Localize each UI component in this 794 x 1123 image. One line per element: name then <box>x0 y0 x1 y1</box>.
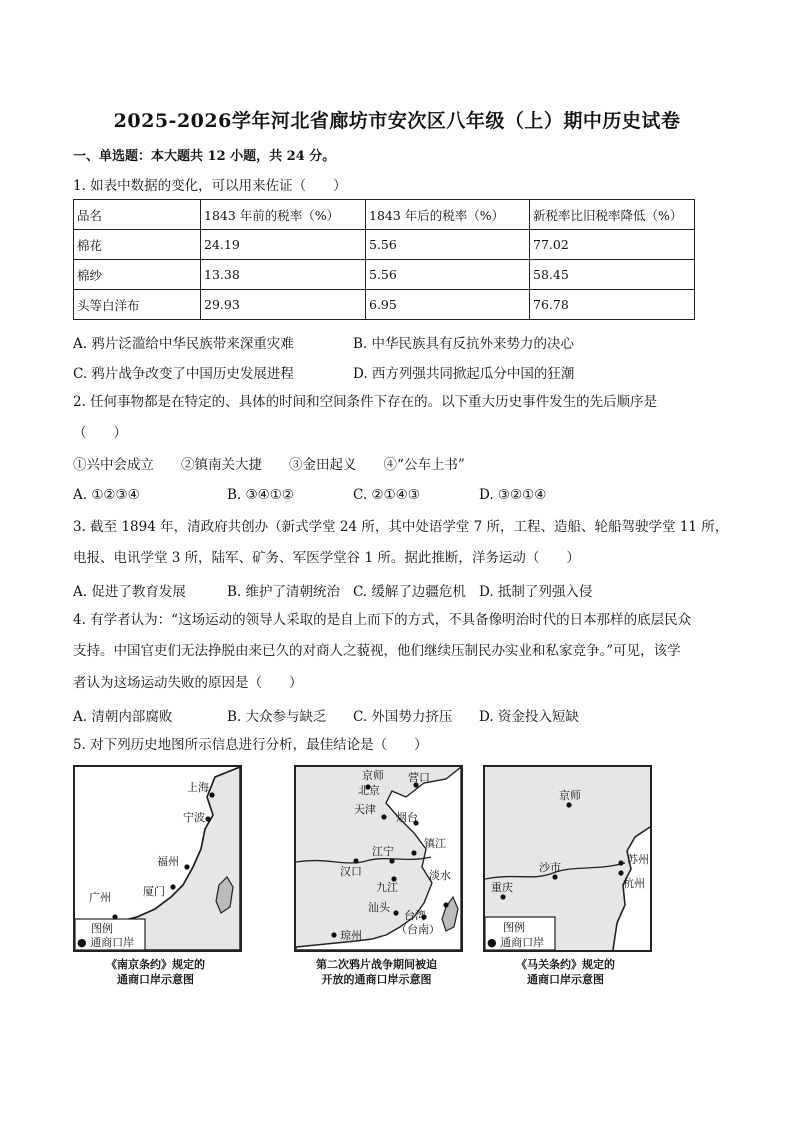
map-label: 宁波 <box>183 811 205 824</box>
table-cell: 77.02 <box>530 230 695 260</box>
q4-option-b[interactable]: B. 大众参与缺乏 <box>227 709 327 725</box>
table-row <box>74 260 695 290</box>
map-label: 营口 <box>408 771 430 784</box>
map-label: 天津 <box>354 803 376 816</box>
map-label: 京师 <box>559 789 581 802</box>
q2-option-d[interactable]: D. ③②①④ <box>479 487 547 503</box>
q3-stem-line2: 电报、电讯学堂 3 所，陆军、矿务、军医学堂谷 1 所。据此推断，洋务运动（ ） <box>73 550 580 566</box>
map-label: 广州 <box>89 891 111 904</box>
caption-line: 《南京条约》规定的 <box>106 958 205 971</box>
q2-stem-blank: （ ） <box>73 425 127 441</box>
table-cell: 棉纱 <box>74 260 201 290</box>
q2-option-a[interactable]: A. ①②③④ <box>73 487 140 503</box>
table-cell: 头等白洋布 <box>74 290 201 320</box>
q4-stem-line2: 支持。中国官吏们无法挣脱由来已久的对商人之藐视，他们继续压制民办实业和私家竞争。”可见，该学 <box>73 643 681 659</box>
table-header-row <box>74 200 695 230</box>
q4-option-d[interactable]: D. 资金投入短缺 <box>479 709 579 725</box>
table-cell: 5.56 <box>366 230 530 260</box>
map-label: 台湾 <box>404 909 426 922</box>
table-header-cell: 新税率比旧税率降低（%） <box>530 200 695 230</box>
caption-line: 《马关条约》规定的 <box>516 958 615 971</box>
map-label: 淡水 <box>429 869 451 882</box>
q2-option-c[interactable]: C. ②①④③ <box>353 487 420 503</box>
q3-option-c[interactable]: C. 缓解了边疆危机 <box>353 584 466 600</box>
q3-stem-line1: 3. 截至 1894 年，清政府共创办（新式学堂 24 所，其中处语学堂 7 所，工程、造船、轮船驾驶学堂 11 所， <box>73 519 729 535</box>
table-header-cell: 1843 年前的税率（%） <box>201 200 366 230</box>
map-label: 厦门 <box>143 885 165 898</box>
map-label: 汕头 <box>368 901 390 914</box>
q3-option-b[interactable]: B. 维护了清朝统治 <box>227 584 341 600</box>
tax-rate-table <box>73 199 695 320</box>
map-label: 杭州 <box>623 877 645 890</box>
q3-option-d[interactable]: D. 抵制了列强入侵 <box>479 584 593 600</box>
table-cell: 5.56 <box>366 260 530 290</box>
map-second-opium-war-ports <box>294 765 463 952</box>
section-heading: 一、单选题：本大题共 12 小题，共 24 分。 <box>73 149 336 164</box>
page-title: 2025-2026学年河北省廊坊市安次区八年级（上）期中历史试卷 <box>113 110 681 132</box>
table-header-cell: 1843 年后的税率（%） <box>366 200 530 230</box>
map1-caption <box>68 957 243 987</box>
caption-line: 通商口岸示意图 <box>117 973 194 986</box>
coastline-map-2 <box>296 767 461 950</box>
map-label: 江宁 <box>372 845 394 858</box>
q4-option-a[interactable]: A. 清朝内部腐败 <box>73 709 173 725</box>
map-shimonoseki-treaty-ports <box>483 765 652 952</box>
map-nanjing-treaty-ports <box>73 765 242 952</box>
q2-stem: 2. 任何事物都是在特定的、具体的时间和空间条件下存在的。以下重大历史事件发生的先后顺序是 <box>73 394 658 410</box>
map-label: 沙市 <box>539 861 561 874</box>
map-label: 九江 <box>376 881 398 894</box>
map-label: 上海 <box>187 781 209 794</box>
q2-option-b[interactable]: B. ③④①② <box>227 487 294 503</box>
q1-option-d[interactable]: D. 西方列强共同掀起瓜分中国的狂潮 <box>353 366 575 382</box>
q1-option-c[interactable]: C. 鸦片战争改变了中国历史发展进程 <box>73 366 294 382</box>
table-header-cell: 品名 <box>74 200 201 230</box>
table-cell: 6.95 <box>366 290 530 320</box>
table-cell: 24.19 <box>201 230 366 260</box>
legend-item: ● 通商口岸 <box>487 936 545 949</box>
q4-stem-line3: 者认为这场运动失败的原因是（ ） <box>73 675 303 691</box>
q3-option-a[interactable]: A. 促进了教育发展 <box>73 584 186 600</box>
q1-option-a[interactable]: A. 鸦片泛滥给中华民族带来深重灾难 <box>73 336 294 352</box>
map-label: 琼州 <box>340 929 362 942</box>
q5-stem: 5. 对下列历史地图所示信息进行分析，最佳结论是（ ） <box>73 737 428 753</box>
legend-item: ● 通商口岸 <box>77 936 135 949</box>
q4-option-c[interactable]: C. 外国势力挤压 <box>353 709 453 725</box>
map-label: 镇江 <box>424 837 446 850</box>
table-row <box>74 230 695 260</box>
map-label: 福州 <box>157 855 179 868</box>
map-label: 北京 <box>358 784 380 797</box>
map-label: 烟台 <box>396 811 418 824</box>
coastline-map-3 <box>485 767 650 950</box>
legend-title: 图例 <box>503 921 525 934</box>
map3-caption <box>478 957 653 987</box>
table-cell: 棉花 <box>74 230 201 260</box>
caption-line: 第二次鸦片战争期间被迫 <box>316 958 437 971</box>
table-cell: 58.45 <box>530 260 695 290</box>
map-label: 京师 <box>362 769 384 782</box>
legend-title: 图例 <box>91 922 113 935</box>
table-cell: 13.38 <box>201 260 366 290</box>
table-cell: 29.93 <box>201 290 366 320</box>
map-label: 苏州 <box>627 853 649 866</box>
caption-line: 通商口岸示意图 <box>527 973 604 986</box>
q4-stem-line1: 4. 有学者认为：“这场运动的领导人采取的是自上而下的方式，不具备像明治时代的日本那样的底层民众 <box>73 612 692 628</box>
q2-items: ①兴中会成立 ②镇南关大捷 ③金田起义 ④“公车上书” <box>73 457 465 473</box>
map-label: （台南） <box>396 923 440 936</box>
q1-stem: 1. 如表中数据的变化，可以用来佐证（ ） <box>73 178 347 194</box>
table-row <box>74 290 695 320</box>
map-label: 汉口 <box>340 865 362 878</box>
map2-caption <box>283 957 470 987</box>
map-label: 重庆 <box>491 881 513 894</box>
caption-line: 开放的通商口岸示意图 <box>321 973 432 986</box>
table-cell: 76.78 <box>530 290 695 320</box>
q1-option-b[interactable]: B. 中华民族具有反抗外来势力的决心 <box>353 336 575 352</box>
coastline-map-1 <box>75 767 240 950</box>
